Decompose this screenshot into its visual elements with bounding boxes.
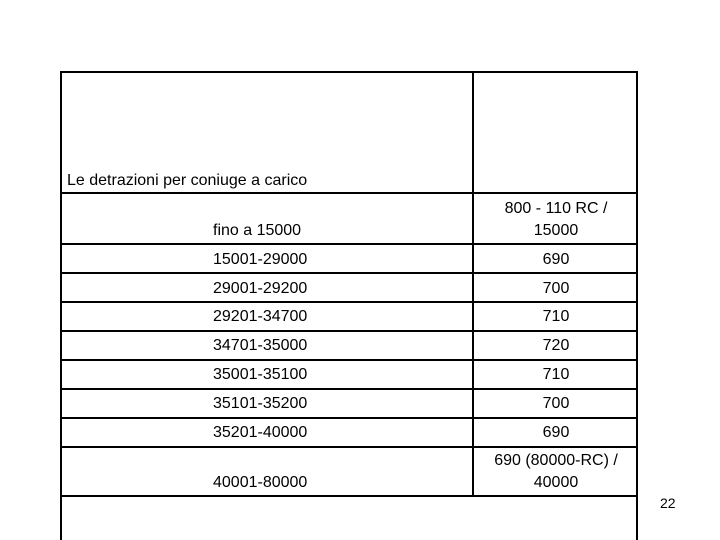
table-row-range: 29201-34700 <box>213 308 308 325</box>
row-line <box>60 330 638 332</box>
table-row-value: 700 <box>542 395 570 412</box>
table-row-value: 710 <box>542 366 570 383</box>
table-header-label: Le detrazioni per coniuge a carico <box>67 172 308 189</box>
table-row-value: 700 <box>542 280 570 297</box>
table-row-range: 40001-80000 <box>213 474 308 491</box>
table-row-range: 15001-29000 <box>213 251 308 268</box>
row-line <box>60 272 638 274</box>
table-row-range: 35001-35100 <box>213 366 308 383</box>
table-row-value: 690 <box>542 424 570 441</box>
row-line <box>60 495 638 497</box>
table-row-value: 690 (80000-RC) / 40000 <box>494 452 618 491</box>
table-row-range: 35201-40000 <box>213 424 308 441</box>
row-line <box>60 243 638 245</box>
table-row-range: 34701-35000 <box>213 337 308 354</box>
table-row-range: 35101-35200 <box>213 395 308 412</box>
table-row-value: 800 - 110 RC / 15000 <box>504 200 608 239</box>
row-line <box>60 359 638 361</box>
table-row-value: 720 <box>542 337 570 354</box>
row-line <box>60 446 638 448</box>
row-line <box>60 301 638 303</box>
table-row-range: 29001-29200 <box>213 280 308 297</box>
row-line <box>60 417 638 419</box>
row-line <box>60 388 638 390</box>
table-row-value: 710 <box>542 308 570 325</box>
row-line <box>60 192 638 194</box>
page-number: 22 <box>660 495 676 511</box>
table-row-value: 690 <box>542 251 570 268</box>
table-row-range: fino a 15000 <box>213 222 302 239</box>
